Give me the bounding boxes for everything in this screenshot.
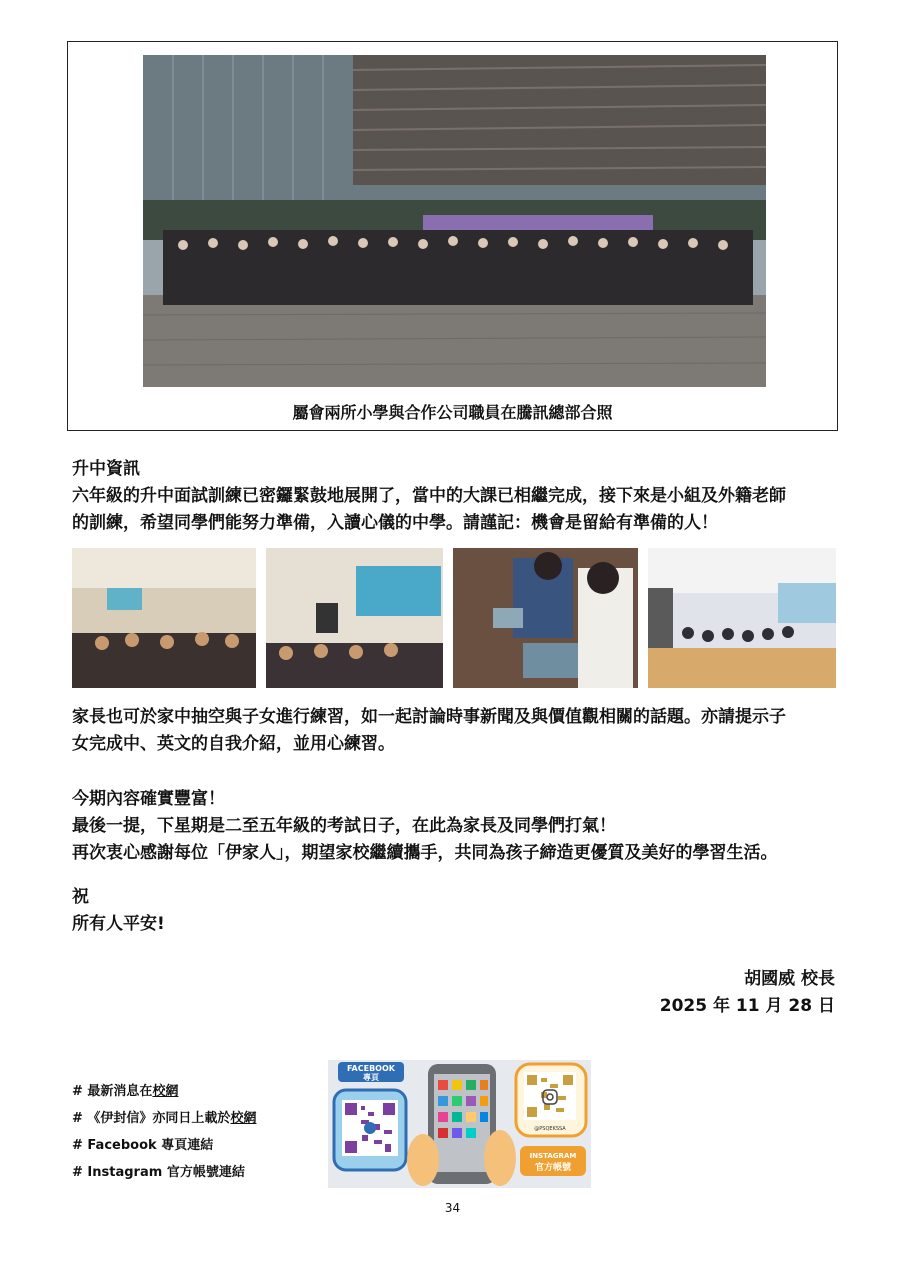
school-website-link[interactable]: 校網 bbox=[152, 1084, 179, 1099]
signature-date: 2025 年 11 月 28 日 bbox=[659, 996, 835, 1016]
paragraph-2-line-2: 女完成中、英文的自我介紹，並用心練習。 bbox=[72, 734, 395, 754]
link-item-news: # 最新消息在校網 bbox=[72, 1084, 179, 1099]
link-item-letter: # 《伊封信》亦同日上載於校網 bbox=[72, 1111, 257, 1126]
closing-line-1: 今期內容確實豐富！ bbox=[72, 789, 225, 809]
wish-line: 所有人平安! bbox=[72, 914, 165, 934]
instagram-label: INSTAGRAM bbox=[529, 1152, 577, 1160]
paragraph-2-line-1: 家長也可於家中抽空與子女進行練習，如一起討論時事新聞及與價值觀相關的話題。亦請提示子 bbox=[72, 707, 786, 727]
link-item-facebook: # Facebook 專頁連結 bbox=[72, 1138, 214, 1153]
letter-website-link[interactable]: 校網 bbox=[230, 1111, 257, 1126]
instagram-sub-label: 官方帳號 bbox=[534, 1163, 572, 1173]
salutation: 祝 bbox=[72, 887, 89, 907]
closing-line-3: 再次衷心感謝每位「伊家人」，期望家校繼續攜手，共同為孩子締造更優質及美好的學習生活。 bbox=[72, 843, 778, 863]
page-number: 34 bbox=[444, 1201, 461, 1215]
facebook-sub-label: 專頁 bbox=[363, 1073, 379, 1082]
instagram-handle: @PSQEKSSA bbox=[534, 1126, 566, 1132]
paragraph-1-line-1: 六年級的升中面試訓練已密鑼緊鼓地展開了，當中的大課已相繼完成，接下來是小組及外籍老師 bbox=[72, 486, 786, 506]
closing-line-2: 最後一提，下星期是二至五年級的考試日子，在此為家長及同學們打氣！ bbox=[72, 816, 616, 836]
section-heading: 升中資訊 bbox=[72, 459, 140, 479]
facebook-page-link[interactable]: 專頁連結 bbox=[161, 1138, 214, 1153]
qr-code-banner bbox=[328, 1060, 591, 1188]
paragraph-1-line-2: 的訓練，希望同學們能努力準備，入讀心儀的中學。請謹記：機會是留給有準備的人！ bbox=[72, 513, 718, 533]
classroom-photo-2 bbox=[266, 548, 443, 688]
group-photo bbox=[143, 55, 766, 387]
hall-photo bbox=[648, 548, 836, 688]
instagram-account-link[interactable]: 官方帳號連結 bbox=[166, 1165, 245, 1180]
facebook-label: FACEBOOK bbox=[347, 1064, 395, 1073]
photo-caption: 屬會兩所小學與合作公司職員在騰訊總部合照 bbox=[292, 403, 613, 422]
signature-name: 胡國威 校長 bbox=[744, 969, 835, 989]
link-item-instagram: # Instagram 官方帳號連結 bbox=[72, 1165, 245, 1180]
students-tablet-photo bbox=[453, 548, 638, 688]
classroom-photo-1 bbox=[72, 548, 256, 688]
